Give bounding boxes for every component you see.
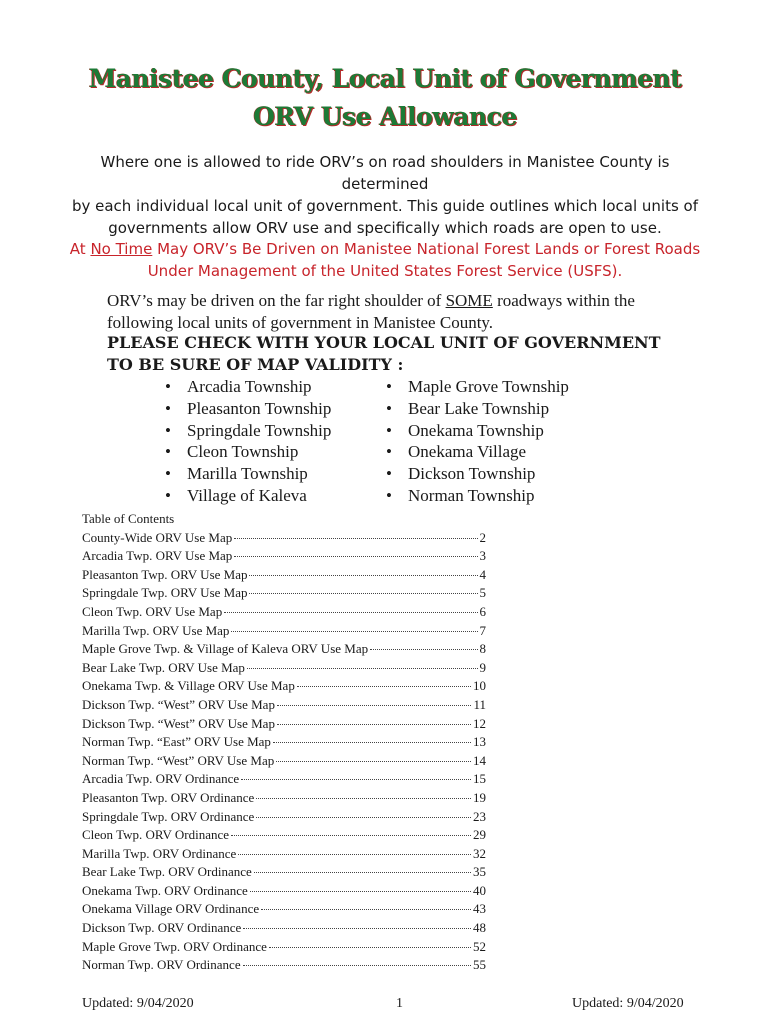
- toc-entry-label: Springdale Twp. ORV Use Map: [82, 585, 248, 601]
- township-list-right: [386, 376, 569, 507]
- toc-entry-label: Dickson Twp. “West” ORV Use Map: [82, 696, 275, 712]
- toc-entry-label: Marilla Twp. ORV Use Map: [82, 622, 230, 638]
- toc-entry-page: 23: [473, 808, 486, 824]
- toc-entry-page: 55: [473, 957, 486, 973]
- toc-dot-leader: [249, 575, 477, 576]
- toc-entry-label: Onekama Twp. ORV Ordinance: [82, 882, 248, 898]
- toc-entry-page: 6: [479, 603, 486, 619]
- list-item: • Norman Township: [386, 485, 569, 507]
- toc-dot-leader: [231, 835, 471, 836]
- toc-dot-leader: [273, 742, 471, 743]
- warning-rest: May ORV’s Be Driven on Manistee National Forest Lands or Forest Roads: [152, 240, 701, 258]
- toc-entry-page: 8: [479, 641, 486, 657]
- list-item: • Cleon Township: [165, 441, 331, 463]
- check-notice: [107, 332, 707, 376]
- toc-dot-leader: [277, 724, 471, 725]
- toc-entry-label: Pleasanton Twp. ORV Use Map: [82, 566, 248, 582]
- toc-entry-label: Onekama Twp. & Village ORV Use Map: [82, 678, 295, 694]
- toc-row: [82, 770, 486, 789]
- toc-entry-page: 29: [473, 827, 486, 843]
- toc-row: [82, 640, 486, 659]
- usfs-warning: [55, 238, 715, 282]
- toc-entry-page: 32: [473, 845, 486, 861]
- toc-entry-label: Pleasanton Twp. ORV Ordinance: [82, 789, 255, 805]
- toc-row: [82, 584, 486, 603]
- toc-row: [82, 826, 486, 845]
- toc-entry-label: Dickson Twp. “West” ORV Use Map: [82, 715, 275, 731]
- toc-dot-leader: [261, 909, 471, 910]
- list-item: • Maple Grove Township: [386, 376, 569, 398]
- title-line-2: ORV Use Allowance: [253, 102, 517, 131]
- shoulder-some: SOME: [445, 291, 493, 310]
- warning-line-2: Under Management of the United States Forest Service (USFS).: [147, 262, 623, 280]
- toc-row: [82, 808, 486, 827]
- intro-line-3: governments allow ORV use and specifically which roads are open to use.: [108, 219, 662, 237]
- toc-entry-label: Onekama Village ORV Ordinance: [82, 901, 260, 917]
- warning-line-1: [55, 238, 715, 260]
- toc-entry-page: 43: [473, 901, 486, 917]
- toc-entry-page: 2: [479, 529, 486, 545]
- footer-page-number: 1: [396, 996, 403, 1011]
- toc-row: [82, 752, 486, 771]
- shoulder-line-2: following local units of government in Manistee County.: [107, 313, 494, 332]
- footer-updated-right: Updated: 9/04/2020: [572, 996, 684, 1011]
- toc-row: [82, 789, 486, 808]
- toc-dot-leader: [238, 854, 471, 855]
- toc-dot-leader: [249, 593, 477, 594]
- toc-entry-page: 9: [479, 659, 486, 675]
- toc-entry-page: 7: [479, 622, 486, 638]
- toc-entry-label: Arcadia Twp. ORV Use Map: [82, 548, 233, 564]
- toc-dot-leader: [277, 705, 472, 706]
- shoulder-paragraph: [107, 290, 707, 334]
- toc-entry-page: 13: [473, 734, 486, 750]
- toc-row: [82, 882, 486, 901]
- list-item: • Bear Lake Township: [386, 398, 569, 420]
- toc-entry-page: 40: [473, 882, 486, 898]
- township-list-left: [165, 376, 331, 507]
- toc-row: [82, 677, 486, 696]
- toc-row: [82, 622, 486, 641]
- list-item: • Arcadia Township: [165, 376, 331, 398]
- list-item: • Onekama Village: [386, 441, 569, 463]
- toc-dot-leader: [297, 686, 471, 687]
- table-of-contents: [82, 510, 486, 975]
- list-item: • Pleasanton Township: [165, 398, 331, 420]
- toc-dot-leader: [234, 556, 477, 557]
- toc-entry-label: Springdale Twp. ORV Ordinance: [82, 808, 255, 824]
- toc-entry-page: 5: [479, 585, 486, 601]
- toc-dot-leader: [276, 761, 471, 762]
- list-item: • Marilla Township: [165, 463, 331, 485]
- list-item: • Dickson Township: [386, 463, 569, 485]
- footer-updated-left: Updated: 9/04/2020: [82, 996, 194, 1011]
- list-item: • Onekama Township: [386, 420, 569, 442]
- toc-dot-leader: [234, 538, 477, 539]
- intro-line-1: Where one is allowed to ride ORV’s on road shoulders in Manistee County is determined: [100, 153, 670, 193]
- toc-row: [82, 845, 486, 864]
- toc-row: [82, 547, 486, 566]
- toc-row: [82, 733, 486, 752]
- toc-row: [82, 659, 486, 678]
- document-title: [0, 60, 770, 136]
- toc-entry-page: 35: [473, 864, 486, 880]
- toc-heading: Table of Contents: [82, 511, 175, 526]
- list-item: • Village of Kaleva: [165, 485, 331, 507]
- toc-entry-page: 11: [473, 696, 486, 712]
- toc-entry-label: Arcadia Twp. ORV Ordinance: [82, 771, 240, 787]
- toc-dot-leader: [256, 798, 471, 799]
- toc-dot-leader: [243, 965, 471, 966]
- toc-entry-page: 12: [473, 715, 486, 731]
- toc-entry-label: Cleon Twp. ORV Use Map: [82, 603, 223, 619]
- toc-entry-page: 4: [479, 566, 486, 582]
- toc-dot-leader: [247, 668, 478, 669]
- toc-entry-label: County-Wide ORV Use Map: [82, 529, 233, 545]
- toc-entries: [82, 529, 486, 975]
- warning-prefix: At: [69, 240, 91, 258]
- toc-row: [82, 715, 486, 734]
- title-line-1: Manistee County, Local Unit of Government: [88, 64, 682, 93]
- shoulder-rest: roadways within the: [492, 291, 635, 310]
- list-item: • Springdale Township: [165, 420, 331, 442]
- intro-paragraph: [55, 151, 715, 239]
- toc-dot-leader: [256, 817, 471, 818]
- toc-dot-leader: [243, 928, 471, 929]
- warning-no-time: No Time: [90, 240, 153, 258]
- toc-entry-page: 52: [473, 938, 486, 954]
- shoulder-prefix: ORV’s may be driven on the far right shoulder of: [107, 291, 446, 310]
- toc-entry-page: 19: [473, 789, 486, 805]
- check-line-2: TO BE SURE OF MAP VALIDITY :: [107, 355, 404, 374]
- toc-entry-page: 10: [473, 678, 486, 694]
- toc-entry-page: 14: [473, 752, 486, 768]
- toc-row: [82, 919, 486, 938]
- toc-dot-leader: [254, 872, 471, 873]
- toc-entry-label: Norman Twp. “East” ORV Use Map: [82, 734, 271, 750]
- check-line-1: PLEASE CHECK WITH YOUR LOCAL UNIT OF GOVERNMENT: [107, 333, 661, 352]
- toc-entry-label: Maple Grove Twp. ORV Ordinance: [82, 938, 267, 954]
- toc-dot-leader: [370, 649, 477, 650]
- toc-entry-page: 48: [473, 920, 486, 936]
- toc-entry-label: Norman Twp. ORV Ordinance: [82, 957, 241, 973]
- toc-entry-label: Dickson Twp. ORV Ordinance: [82, 920, 242, 936]
- toc-row: [82, 956, 486, 975]
- toc-entry-label: Cleon Twp. ORV Ordinance: [82, 827, 230, 843]
- toc-row: [82, 529, 486, 548]
- toc-row: [82, 603, 486, 622]
- toc-entry-label: Maple Grove Twp. & Village of Kaleva ORV Use Map: [82, 641, 369, 657]
- toc-entry-label: Norman Twp. “West” ORV Use Map: [82, 752, 275, 768]
- toc-entry-label: Bear Lake Twp. ORV Ordinance: [82, 864, 252, 880]
- toc-row: [82, 696, 486, 715]
- toc-dot-leader: [250, 891, 471, 892]
- toc-dot-leader: [241, 779, 471, 780]
- toc-dot-leader: [269, 947, 471, 948]
- toc-dot-leader: [224, 612, 477, 613]
- intro-line-2: by each individual local unit of government. This guide outlines which local units of: [71, 197, 699, 215]
- toc-entry-label: Bear Lake Twp. ORV Use Map: [82, 659, 245, 675]
- shoulder-line-1: [107, 290, 707, 312]
- toc-dot-leader: [231, 631, 477, 632]
- toc-row: [82, 863, 486, 882]
- toc-row: [82, 566, 486, 585]
- toc-entry-page: 3: [479, 548, 486, 564]
- toc-row: [82, 938, 486, 957]
- toc-row: [82, 900, 486, 919]
- toc-entry-page: 15: [473, 771, 486, 787]
- toc-entry-label: Marilla Twp. ORV Ordinance: [82, 845, 237, 861]
